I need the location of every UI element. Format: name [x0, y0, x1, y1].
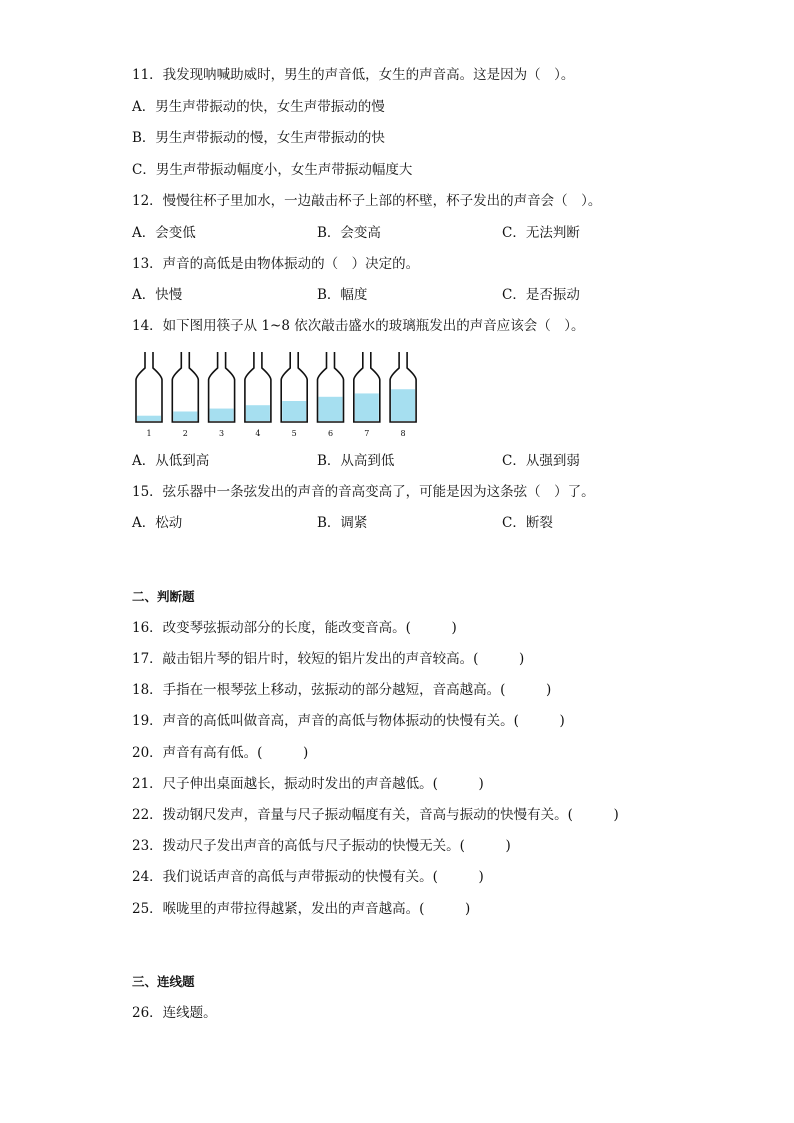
question-12-option-c[interactable]: C．无法判断 [502, 225, 580, 241]
question-11-option-a[interactable]: A．男生声带振动的快，女生声带振动的慢 [132, 99, 385, 115]
bottle-label-5: 5 [291, 429, 297, 438]
question-26-stem: 26．连线题。 [132, 1005, 217, 1021]
section-3-heading: 三、连线题 [132, 974, 195, 989]
bottle-label-6: 6 [327, 429, 334, 438]
bottle-water-5 [282, 401, 306, 421]
question-11-option-b[interactable]: B．男生声带振动的慢，女生声带振动的快 [132, 130, 385, 146]
bottle-water-6 [319, 397, 343, 421]
bottle-water-4 [246, 405, 270, 421]
judge-item-21[interactable]: 21．尺子伸出桌面越长，振动时发出的声音越低。( ) [132, 776, 484, 792]
judge-item-23[interactable]: 23．拨动尺子发出声音的高低与尺子振动的快慢无关。( ) [132, 838, 511, 854]
judge-item-19[interactable]: 19．声音的高低叫做音高，声音的高低与物体振动的快慢有关。( ) [132, 713, 565, 729]
judge-item-16[interactable]: 16．改变琴弦振动部分的长度，能改变音高。( ) [132, 620, 457, 636]
bottle-water-8 [391, 389, 415, 421]
judge-item-18[interactable]: 18．手指在一根琴弦上移动，弦振动的部分越短，音高越高。( ) [132, 682, 552, 698]
judge-item-25[interactable]: 25．喉咙里的声带拉得越紧，发出的声音越高。( ) [132, 901, 471, 917]
question-14-option-b[interactable]: B．从高到低 [317, 453, 395, 469]
question-12-option-a[interactable]: A．会变低 [132, 225, 196, 241]
section-2-heading: 二、判断题 [132, 589, 195, 604]
judge-item-22[interactable]: 22．拨动钢尺发声，音量与尺子振动幅度有关，音高与振动的快慢有关。( ) [132, 807, 619, 823]
question-15-stem: 15．弦乐器中一条弦发出的声音的音高变高了，可能是因为这条弦（ ）了。 [132, 484, 595, 500]
bottle-label-3: 3 [219, 429, 225, 438]
question-13-option-b[interactable]: B．幅度 [317, 287, 368, 303]
bottle-label-8: 8 [400, 429, 406, 438]
bottle-label-7: 7 [364, 429, 370, 438]
judge-item-17[interactable]: 17．敲击铝片琴的铝片时，较短的铝片发出的声音较高。( ) [132, 651, 525, 667]
question-12-stem: 12．慢慢往杯子里加水，一边敲击杯子上部的杯壁，杯子发出的声音会（ ）。 [132, 193, 602, 209]
question-12-option-b[interactable]: B．会变高 [317, 225, 381, 241]
question-15-option-a[interactable]: A．松动 [132, 515, 183, 531]
question-14-option-a[interactable]: A．从低到高 [132, 453, 210, 469]
question-11-stem: 11．我发现呐喊助威时，男生的声音低，女生的声音高。这是因为（ ）。 [132, 67, 575, 83]
question-13-option-a[interactable]: A．快慢 [132, 287, 183, 303]
question-14-option-c[interactable]: C．从强到弱 [502, 453, 580, 469]
question-15-option-b[interactable]: B．调紧 [317, 515, 368, 531]
bottles-figure [132, 350, 422, 440]
bottle-water-7 [355, 393, 379, 421]
bottle-water-2 [173, 412, 197, 422]
question-13-stem: 13．声音的高低是由物体振动的（ ）决定的。 [132, 256, 420, 272]
judge-item-24[interactable]: 24．我们说话声音的高低与声带振动的快慢有关。( ) [132, 869, 484, 885]
bottle-label-2: 2 [182, 429, 188, 438]
bottle-water-3 [210, 409, 234, 421]
question-15-option-c[interactable]: C．断裂 [502, 515, 553, 531]
bottle-1 [136, 352, 162, 422]
bottle-water-1 [137, 416, 161, 421]
question-11-option-c[interactable]: C．男生声带振动幅度小，女生声带振动幅度大 [132, 162, 413, 178]
bottle-label-1: 1 [146, 429, 152, 438]
question-13-option-c[interactable]: C．是否振动 [502, 287, 580, 303]
bottle-label-4: 4 [255, 429, 261, 438]
question-14-stem: 14．如下图用筷子从 1~8 依次敲击盛水的玻璃瓶发出的声音应该会（ ）。 [132, 318, 585, 334]
judge-item-20[interactable]: 20．声音有高有低。( ) [132, 745, 309, 761]
